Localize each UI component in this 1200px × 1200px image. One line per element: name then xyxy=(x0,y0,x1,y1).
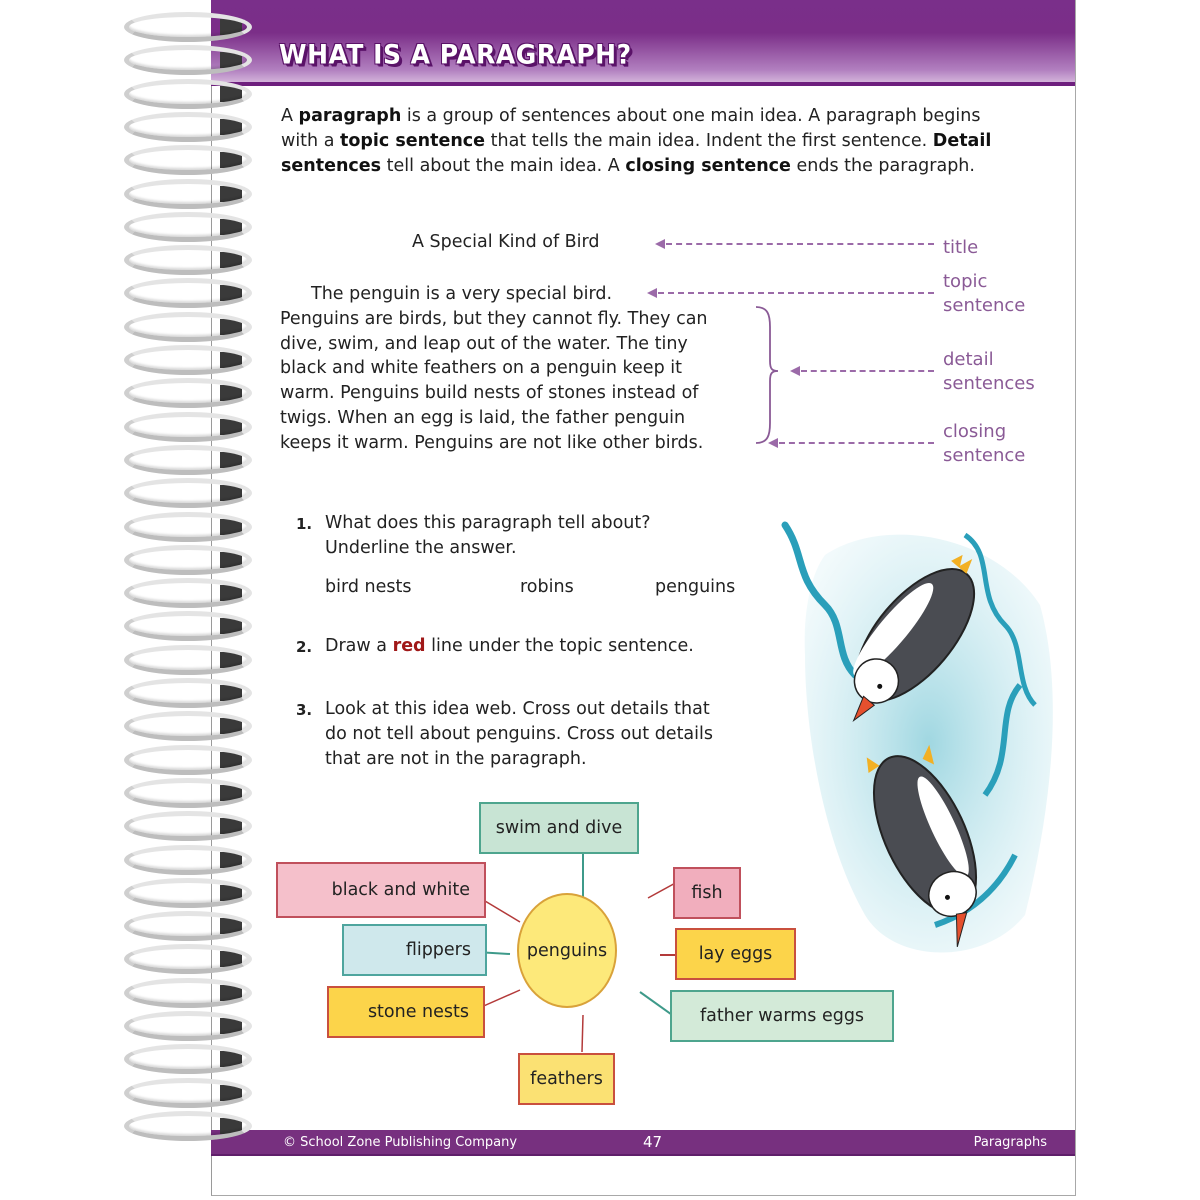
idea-node-fish[interactable] xyxy=(673,867,741,919)
spiral-coil xyxy=(124,179,252,209)
spiral-coil xyxy=(124,79,252,109)
label-line: sentence xyxy=(943,445,1026,466)
spiral-coil xyxy=(124,845,252,875)
spiral-coil xyxy=(124,545,252,575)
intro-text: A xyxy=(281,106,299,126)
paragraph-line: dive, swim, and leap out of the water. The tiny xyxy=(280,333,688,354)
idea-node-lay-eggs[interactable] xyxy=(675,928,796,980)
spiral-coil xyxy=(124,978,252,1008)
spiral-coil xyxy=(124,911,252,941)
idea-node-black-and-white[interactable] xyxy=(276,862,486,918)
arrow-left-icon xyxy=(655,239,665,249)
closing-pointer-line xyxy=(779,442,934,444)
node-label: lay eggs xyxy=(698,944,773,964)
label-line: sentences xyxy=(943,373,1035,394)
spiral-coil xyxy=(124,12,252,42)
spiral-coil xyxy=(124,245,252,275)
question-number: 3. xyxy=(296,701,313,719)
label-line: sentence xyxy=(943,295,1026,316)
paragraph-line: warm. Penguins build nests of stones instead of xyxy=(280,383,699,404)
label-line: topic xyxy=(943,271,988,292)
center-label: penguins xyxy=(526,940,608,961)
node-label: swim and dive xyxy=(495,818,623,838)
page-title: WHAT IS A PARAGRAPH? xyxy=(279,39,632,70)
paragraph-line: black and white feathers on a penguin keep it xyxy=(280,358,682,379)
paragraph-line: twigs. When an egg is laid, the father penguin xyxy=(280,407,686,428)
spiral-coil xyxy=(124,412,252,442)
key-term: topic sentence xyxy=(339,131,486,151)
spiral-coil xyxy=(124,145,252,175)
page-header xyxy=(211,0,1075,86)
page-number: 47 xyxy=(643,1133,663,1151)
node-label: stone nests xyxy=(367,1002,469,1022)
arrow-left-icon xyxy=(790,366,800,376)
spiral-coil xyxy=(124,778,252,808)
idea-node-feathers[interactable] xyxy=(518,1053,615,1105)
spiral-coil xyxy=(124,445,252,475)
label-line: detail xyxy=(943,349,994,370)
spiral-coil xyxy=(124,745,252,775)
spiral-coil xyxy=(124,1111,252,1141)
idea-node-stone-nests[interactable] xyxy=(327,986,485,1038)
answer-choice-penguins[interactable]: penguins xyxy=(655,577,736,597)
node-label: black and white xyxy=(331,880,470,900)
node-label: feathers xyxy=(530,1069,603,1089)
spiral-coil xyxy=(124,112,252,142)
copyright-text: © School Zone Publishing Company xyxy=(283,1135,518,1150)
spiral-coil xyxy=(124,1078,252,1108)
spiral-coil xyxy=(124,312,252,342)
example-title: A Special Kind of Bird xyxy=(412,232,600,252)
label-line: closing xyxy=(943,421,1007,442)
key-term: Detail sentences xyxy=(281,131,992,176)
key-term: closing sentence xyxy=(625,156,791,176)
node-label: fish xyxy=(691,883,723,903)
topic-sentence-line: The penguin is a very special bird. xyxy=(311,284,613,304)
question-number: 1. xyxy=(296,515,313,533)
question-text: Look at this idea web. Cross out details that xyxy=(325,699,710,719)
intro-text: that tells the main idea. Indent the first sentence. xyxy=(485,131,933,151)
spiral-coil xyxy=(124,878,252,908)
paragraph-line: Penguins are birds, but they cannot fly. They can xyxy=(280,308,708,329)
text-segment: Draw a xyxy=(325,636,393,656)
topic-pointer-line xyxy=(658,292,934,294)
label-detail-sentences xyxy=(943,348,1035,396)
spiral-coil xyxy=(124,478,252,508)
section-name: Paragraphs xyxy=(973,1135,1047,1150)
intro-text: ends the paragraph. xyxy=(790,156,975,176)
detail-pointer-line xyxy=(801,370,934,372)
intro-text: tell about the main idea. A xyxy=(381,156,626,176)
spiral-coil xyxy=(124,578,252,608)
node-label: flippers xyxy=(405,940,471,960)
question-text xyxy=(325,634,694,659)
question-text: Underline the answer. xyxy=(325,538,517,558)
spiral-coil xyxy=(124,345,252,375)
node-label: father warms eggs xyxy=(699,1006,865,1026)
question-text: What does this paragraph tell about? xyxy=(325,513,651,533)
spiral-coil xyxy=(124,811,252,841)
question-text: do not tell about penguins. Cross out details xyxy=(325,724,713,744)
highlight-red-word: red xyxy=(392,636,426,656)
idea-node-swim-and-dive[interactable] xyxy=(479,802,639,854)
question-text: that are not in the paragraph. xyxy=(325,749,587,769)
curly-brace-icon xyxy=(752,305,782,445)
spiral-coil xyxy=(124,212,252,242)
example-paragraph xyxy=(280,282,750,456)
label-topic-sentence xyxy=(943,270,1025,318)
intro-text: is a group of sentences about one main idea. A paragraph begins with a xyxy=(281,106,981,151)
spiral-coil xyxy=(124,678,252,708)
label-closing-sentence xyxy=(943,420,1025,468)
page-footer xyxy=(211,1130,1075,1156)
arrow-left-icon xyxy=(647,288,657,298)
arrow-left-icon xyxy=(768,438,778,448)
answer-choice-bird-nests[interactable]: bird nests xyxy=(325,577,412,597)
paragraph-line: keeps it warm. Penguins are not like other birds. xyxy=(280,432,704,453)
spiral-coil xyxy=(124,645,252,675)
label-title: title xyxy=(943,237,979,258)
spiral-coil xyxy=(124,512,252,542)
answer-choice-robins[interactable]: robins xyxy=(520,577,574,597)
text-segment: line under the topic sentence. xyxy=(425,636,694,656)
spiral-coil xyxy=(124,1011,252,1041)
idea-node-father-warms-eggs[interactable] xyxy=(670,990,894,1042)
question-number: 2. xyxy=(296,638,313,656)
title-pointer-line xyxy=(666,243,934,245)
intro-paragraph xyxy=(281,104,1011,179)
key-term: paragraph xyxy=(298,106,402,126)
idea-node-flippers[interactable] xyxy=(342,924,487,976)
